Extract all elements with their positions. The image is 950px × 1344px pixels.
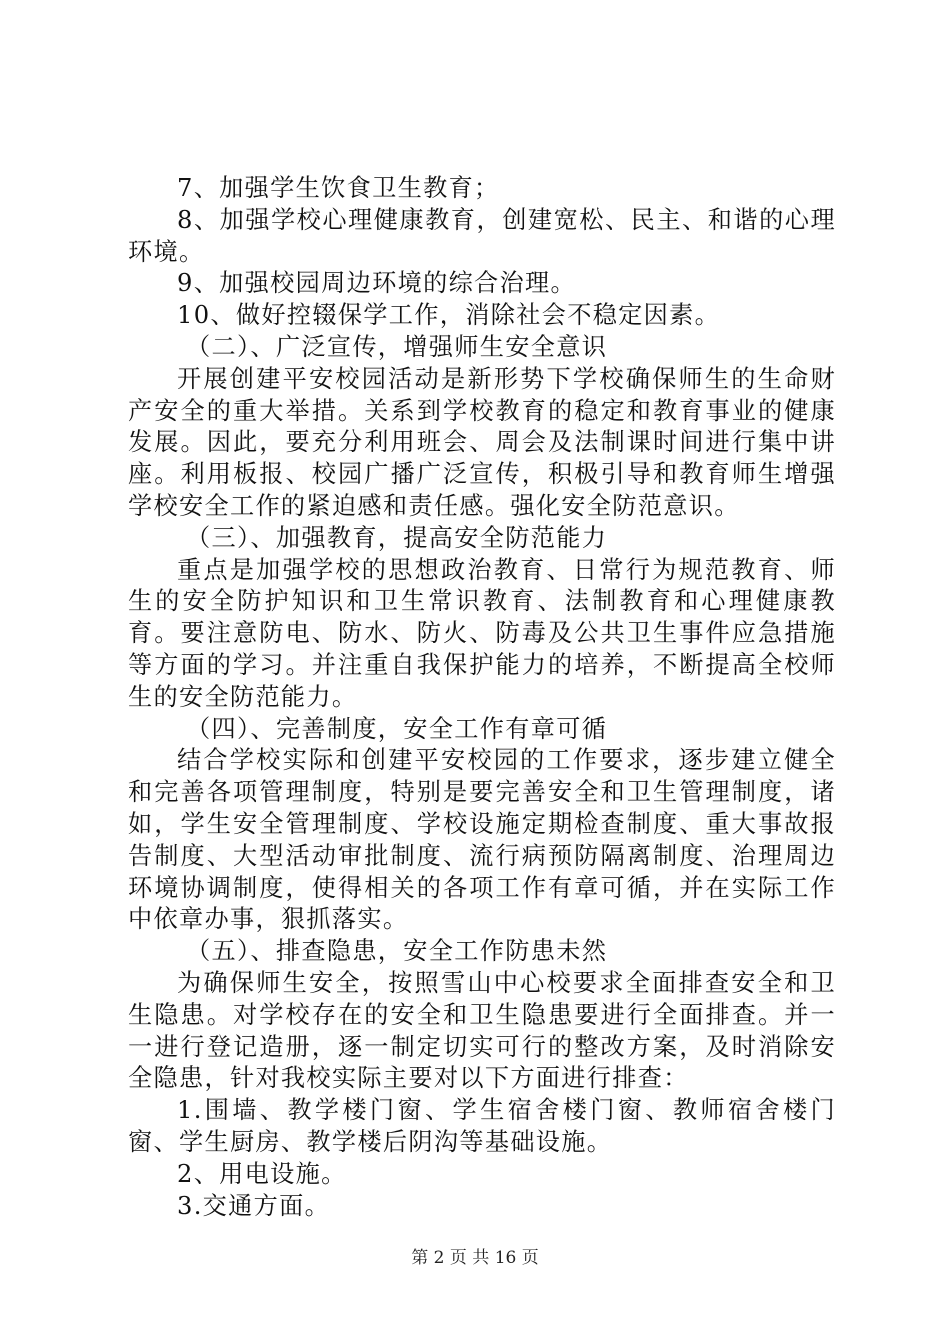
paragraph: 为确保师生安全，按照雪山中心校要求全面排查安全和卫生隐患。对学校存在的安全和卫生隐患要进行全面排查。并一一进行登记造册，逐一制定切实可行的整改方案，及时消除安全隐患，针对我校实际主要对以下方面进行排查： [128, 968, 836, 1093]
page-number-footer: 第 2 页 共 16 页 [411, 1248, 539, 1268]
paragraph: 1.围墙、教学楼门窗、学生宿舍楼门窗、教师宿舍楼门窗、学生厨房、教学楼后阴沟等基础设施。 [128, 1096, 836, 1156]
paragraph: 开展创建平安校园活动是新形势下学校确保师生的生命财产安全的重大举措。关系到学校教育的稳定和教育事业的健康发展。因此，要充分利用班会、周会及法制课时间进行集中讲座。利用板报、校园广播广泛宣传，积极引导和教育师生增强学校安全工作的紧迫感和责任感。强化安全防范意识。 [128, 364, 836, 520]
section-heading: （四）、完善制度，安全工作有章可循 [186, 714, 608, 743]
paragraph: 3.交通方面。 [177, 1191, 331, 1220]
paragraph: 重点是加强学校的思想政治教育、日常行为规范教育、师生的安全防护知识和卫生常识教育、法制教育和心理健康教育。要注意防电、防水、防火、防毒及公共卫生事件应急措施等方面的学习。并注重自我保护能力的培养，不断提高全校师生的安全防范能力。 [128, 555, 836, 711]
section-heading: （五）、排查隐患，安全工作防患未然 [186, 937, 608, 966]
paragraph: 8、加强学校心理健康教育，创建宽松、民主、和谐的心理环境。 [128, 205, 836, 266]
paragraph: 2、用电设施。 [177, 1159, 347, 1188]
document-body [128, 173, 836, 1222]
paragraph: 结合学校实际和创建平安校园的工作要求，逐步建立健全和完善各项管理制度，特别是要完善安全和卫生管理制度，诸如，学生安全管理制度、学校设施定期检查制度、重大事故报告制度、大型活动审批制度、流行病预防隔离制度、治理周边环境协调制度，使得相关的各项工作有章可循，并在实际工作中依章办事，狠抓落实。 [128, 746, 836, 934]
paragraph: 10、做好控辍保学工作，消除社会不稳定因素。 [177, 301, 721, 330]
paragraph: 7、加强学生饮食卫生教育； [177, 174, 500, 202]
section-heading: （三）、加强教育，提高安全防范能力 [186, 523, 608, 552]
section-heading: （二）、广泛宣传，增强师生安全意识 [186, 332, 608, 361]
paragraph: 9、加强校园周边环境的综合治理。 [177, 269, 577, 298]
